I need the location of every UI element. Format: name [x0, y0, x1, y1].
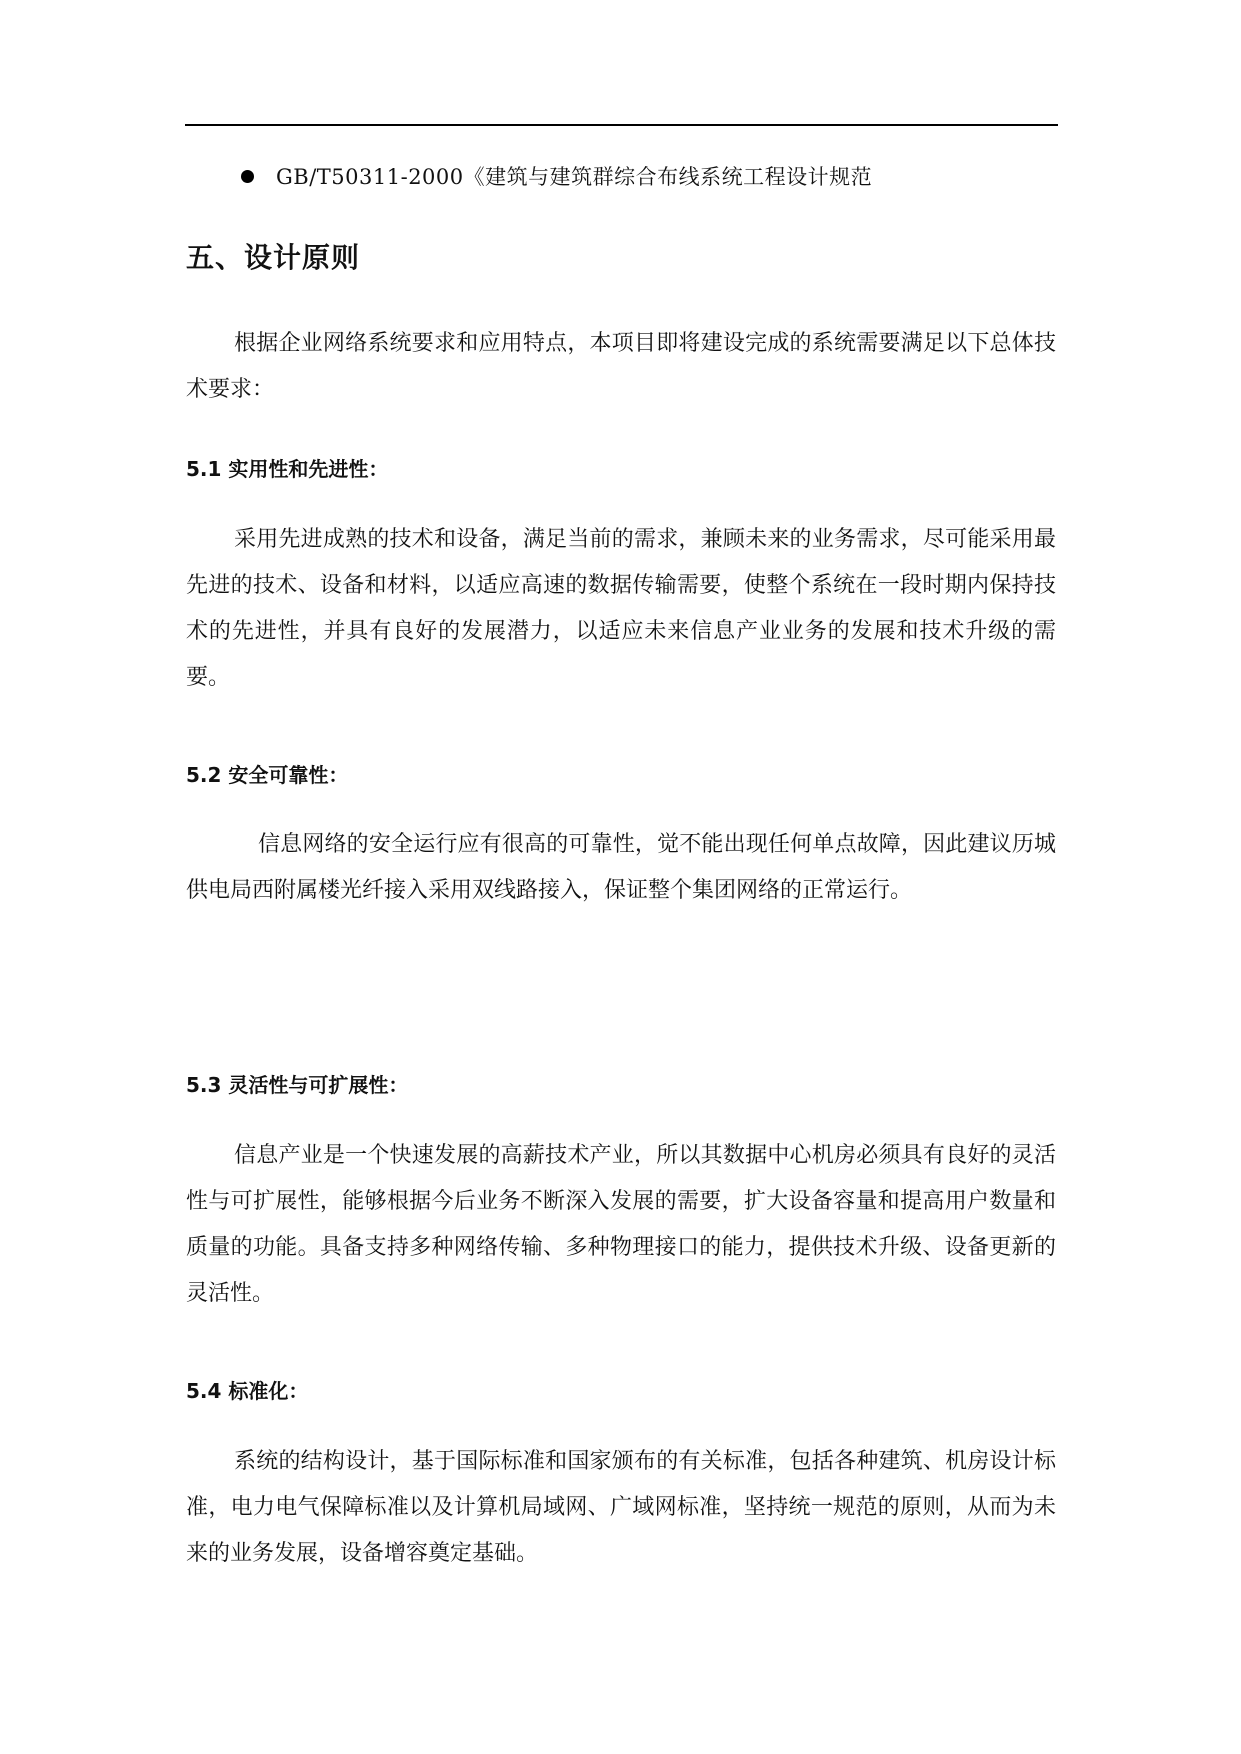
- header-rule: [185, 124, 1058, 126]
- subsection-heading-5-4: 5.4 标准化：: [186, 1379, 309, 1403]
- bullet-item: [241, 160, 872, 192]
- subsection-heading-5-2: 5.2 安全可靠性：: [186, 763, 349, 787]
- section-title: 五、设计原则: [186, 241, 361, 274]
- subsection-heading-5-1: 5.1 实用性和先进性：: [186, 457, 389, 481]
- bullet-dot-icon: [241, 170, 254, 183]
- section-intro: 根据企业网络系统要求和应用特点，本项目即将建设完成的系统需要满足以下总体技术要求：: [186, 331, 1056, 402]
- subsection-body-5-1: 采用先进成熟的技术和设备，满足当前的需求，兼顾未来的业务需求，尽可能采用最先进的技术、设备和材料，以适应高速的数据传输需要，使整个系统在一段时期内保持技术的先进性，并具有良好的发展潜力，以适应未来信息产业业务的发展和技术升级的需要。: [186, 527, 1056, 690]
- bullet-text: GB/T50311-2000《建筑与建筑群综合布线系统工程设计规范: [276, 165, 873, 189]
- subsection-body-5-2: 信息网络的安全运行应有很高的可靠性，觉不能出现任何单点故障，因此建议历城供电局西附属楼光纤接入采用双线路接入，保证整个集团网络的正常运行。: [186, 832, 1056, 903]
- subsection-body-5-4: 系统的结构设计，基于国际标准和国家颁布的有关标准，包括各种建筑、机房设计标准，电力电气保障标准以及计算机局域网、广域网标准，坚持统一规范的原则，从而为未来的业务发展，设备增容奠定基础。: [186, 1449, 1056, 1566]
- subsection-heading-5-3: 5.3 灵活性与可扩展性：: [186, 1073, 409, 1097]
- subsection-body-5-3: 信息产业是一个快速发展的高薪技术产业，所以其数据中心机房必须具有良好的灵活性与可扩展性，能够根据今后业务不断深入发展的需要，扩大设备容量和提高用户数量和质量的功能。具备支持多种网络传输、多种物理接口的能力，提供技术升级、设备更新的灵活性。: [186, 1143, 1056, 1306]
